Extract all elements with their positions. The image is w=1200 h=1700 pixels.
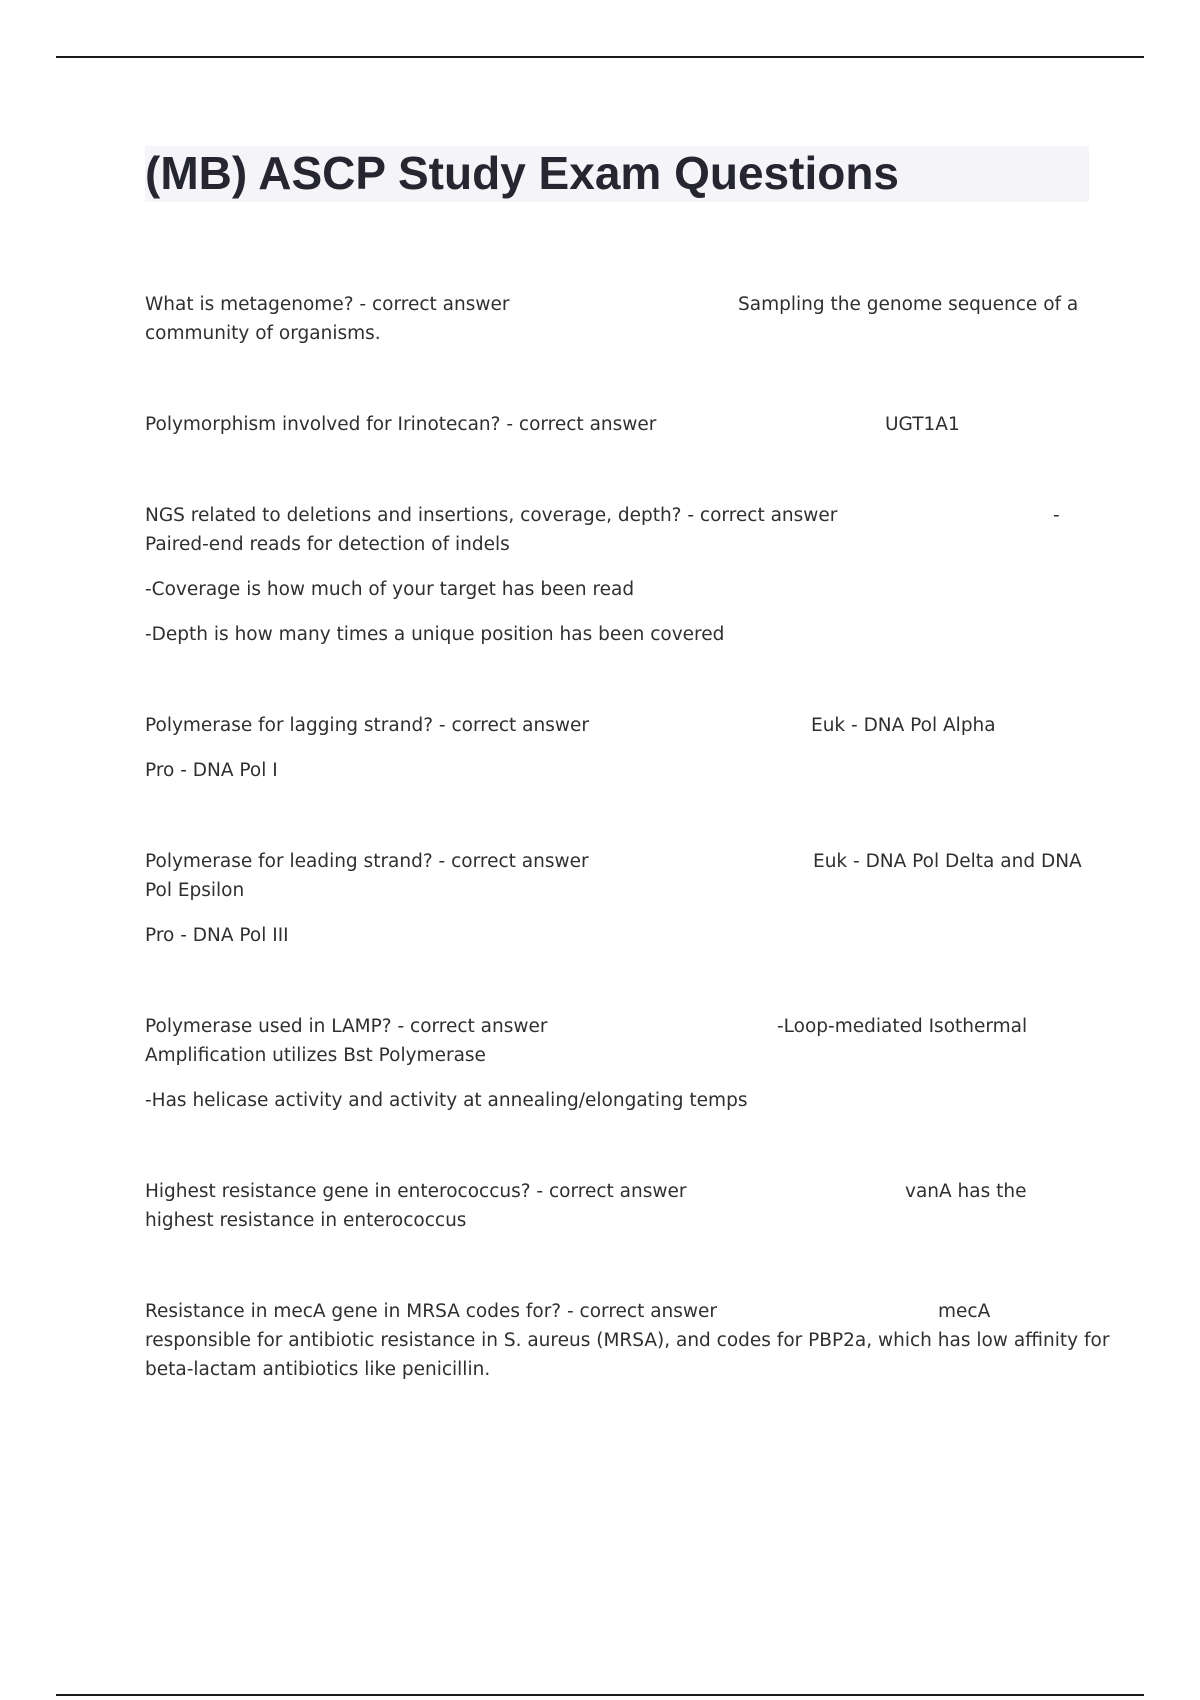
answer-continuation: responsible for antibiotic resistance in S. aureus (MRSA), and codes for PBP2a, which has low affinity for bbox=[145, 1330, 1110, 1351]
answer-text: Sampling the genome sequence of a bbox=[738, 294, 1079, 315]
qa-list bbox=[145, 290, 1110, 1384]
answer-continuation: Paired-end reads for detection of indels bbox=[145, 534, 510, 555]
qa-item bbox=[145, 1012, 1085, 1115]
answer-paragraph: Pro - DNA Pol I bbox=[145, 760, 278, 781]
document-title: (MB) ASCP Study Exam Questions bbox=[145, 147, 900, 199]
qa-item bbox=[145, 847, 1085, 950]
question-text: Resistance in mecA gene in MRSA codes for? - correct answer bbox=[145, 1301, 718, 1322]
qa-item bbox=[145, 711, 1085, 785]
answer-paragraph: -Has helicase activity and activity at annealing/elongating temps bbox=[145, 1090, 748, 1111]
answer-text: - bbox=[1053, 505, 1060, 526]
question-text: What is metagenome? - correct answer bbox=[145, 294, 510, 315]
question-text: Polymerase used in LAMP? - correct answer bbox=[145, 1016, 548, 1037]
answer-text: vanA has the bbox=[905, 1181, 1027, 1202]
answer-continuation: Amplification utilizes Bst Polymerase bbox=[145, 1045, 486, 1066]
qa-item bbox=[145, 410, 1085, 439]
answer-text: Euk - DNA Pol Delta and DNA bbox=[813, 851, 1082, 872]
question-text: NGS related to deletions and insertions, coverage, depth? - correct answer bbox=[145, 505, 838, 526]
answer-paragraph: -Coverage is how much of your target has been read bbox=[145, 579, 635, 600]
bottom-rule bbox=[56, 1694, 1144, 1696]
question-text: Highest resistance gene in enterococcus? - correct answer bbox=[145, 1181, 687, 1202]
qa-item bbox=[145, 1177, 1085, 1235]
answer-paragraph: -Depth is how many times a unique position has been covered bbox=[145, 624, 725, 645]
answer-text: -Loop-mediated Isothermal bbox=[777, 1016, 1028, 1037]
answer-text: Euk - DNA Pol Alpha bbox=[811, 715, 996, 736]
answer-text: UGT1A1 bbox=[885, 414, 960, 435]
top-rule bbox=[56, 56, 1144, 58]
answer-continuation: beta-lactam antibiotics like penicillin. bbox=[145, 1359, 491, 1380]
answer-paragraph: Pro - DNA Pol III bbox=[145, 925, 289, 946]
qa-item bbox=[145, 501, 1085, 649]
qa-item bbox=[145, 290, 1085, 348]
qa-item bbox=[145, 1297, 1110, 1384]
answer-text: mecA bbox=[938, 1301, 991, 1322]
question-text: Polymerase for leading strand? - correct answer bbox=[145, 851, 589, 872]
question-text: Polymerase for lagging strand? - correct answer bbox=[145, 715, 589, 736]
answer-continuation: community of organisms. bbox=[145, 323, 381, 344]
answer-continuation: highest resistance in enterococcus bbox=[145, 1210, 467, 1231]
question-text: Polymorphism involved for Irinotecan? - correct answer bbox=[145, 414, 657, 435]
answer-continuation: Pol Epsilon bbox=[145, 880, 245, 901]
